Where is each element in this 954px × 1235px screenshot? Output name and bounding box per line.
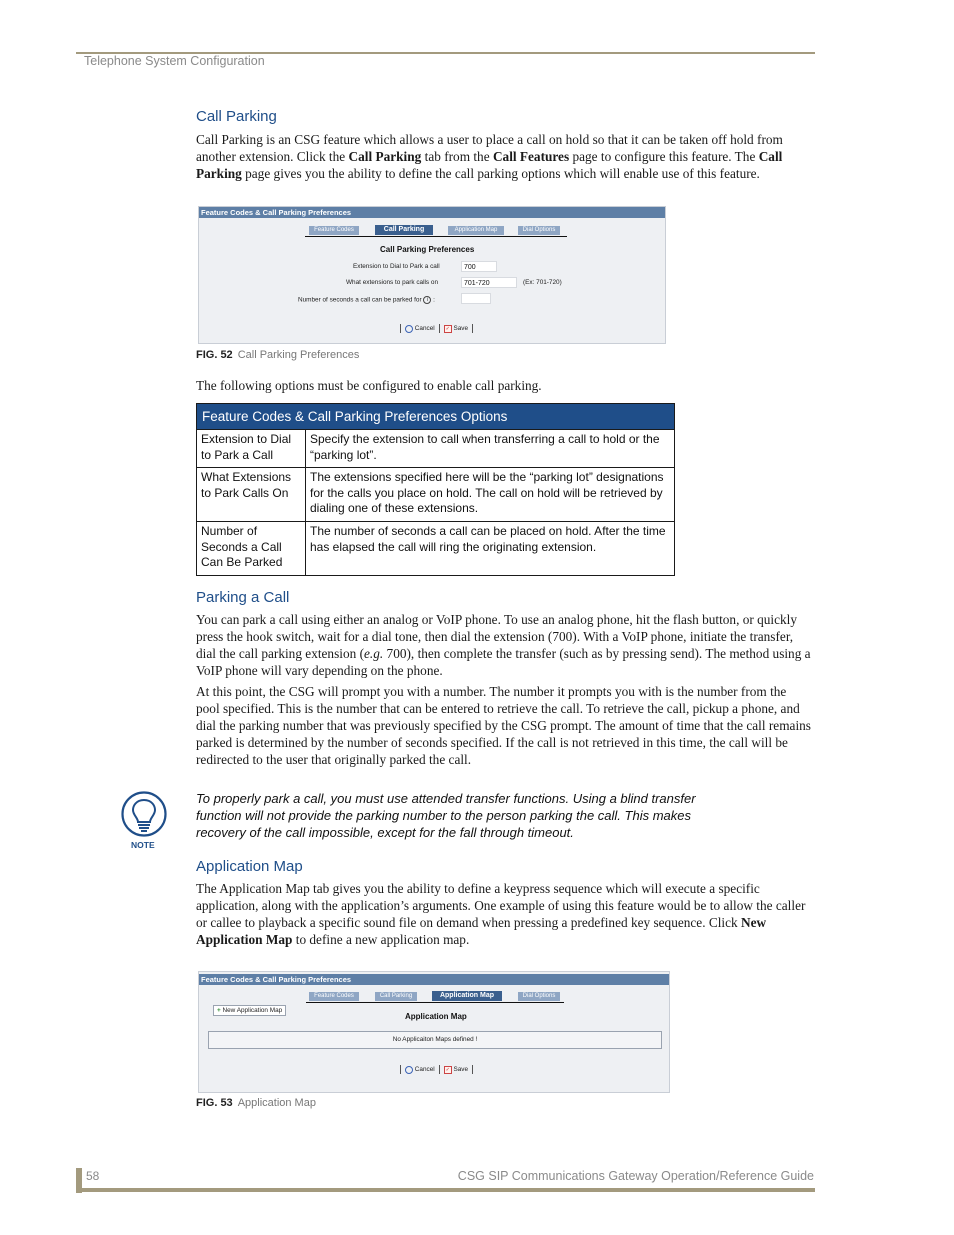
extensions-label: What extensions to park calls on: [346, 279, 438, 286]
tab-feature-codes[interactable]: Feature Codes: [309, 992, 359, 1001]
options-intro: The following options must be configured to enable call parking.: [196, 378, 542, 393]
parking-paragraph-2: At this point, the CSG will prompt you with a number. The number it prompts you with is the number from the pool specified. This is the number that can be entered to retrieve the call. To retrieve the call, pickup a phone, and dial the parking number that was previously specified by the CSG prompt. The amount of time that the call remains parked is determined by the number of seconds specified. If the call is not retrieved in this time, the call will be redirected to the user that originally parked the call.: [196, 684, 811, 767]
options-table: [196, 403, 675, 576]
option-description: The extensions specified here will be the “parking lot” designations for the calls you place on hold. The call on hold will be retrieved by dialing one of these extensions.: [306, 468, 675, 522]
parking-paragraph-1: You can park a call using either an analog or VoIP phone. To use an analog phone, hit the flash button, or quickly press the hook switch, wait for a dial tone, then dial the extension (700). With a VoIP phone, initiate the transfer, dial the call parking extension (e.g. 700), then complete the transfer (such as by pressing send). The method using a VoIP phone will vary depending on the phone.: [196, 612, 811, 678]
tab-feature-codes[interactable]: Feature Codes: [309, 226, 359, 235]
plus-icon: +: [217, 1007, 221, 1014]
tab-application-map[interactable]: Application Map: [448, 226, 504, 235]
section-heading-parking-a-call: Parking a Call: [196, 589, 290, 606]
tab-application-map[interactable]: Application Map: [432, 991, 502, 1001]
seconds-input[interactable]: [461, 293, 491, 304]
info-icon[interactable]: i: [423, 296, 431, 304]
extension-input[interactable]: 700: [461, 261, 497, 272]
fig53-button-row: [396, 1065, 477, 1074]
fig53-window-title: Feature Codes & Call Parking Preferences: [199, 974, 669, 985]
save-button[interactable]: ✓ Save: [445, 1066, 469, 1074]
save-icon: ✓: [445, 325, 450, 332]
running-header: Telephone System Configuration: [84, 54, 265, 68]
section-heading-application-map: Application Map: [196, 858, 303, 875]
seconds-label-row: Number of seconds a call can be parked for i :: [298, 296, 435, 304]
tab-call-parking[interactable]: Call Parking: [375, 225, 433, 235]
cancel-icon: [405, 1066, 413, 1074]
save-icon: ✓: [445, 1066, 450, 1073]
fig53-caption: FIG. 53 Application Map: [196, 1097, 316, 1109]
new-application-map-button[interactable]: + New Application Map: [213, 1005, 286, 1016]
cancel-icon: [405, 325, 413, 333]
table-row: [197, 521, 675, 575]
table-row: [197, 468, 675, 522]
extension-label: Extension to Dial to Park a call: [353, 263, 440, 270]
page-number: 58: [86, 1169, 100, 1183]
option-name: What Extensions to Park Calls On: [197, 468, 306, 522]
note-label: NOTE: [131, 840, 155, 850]
option-name: Number of Seconds a Call Can Be Parked: [197, 521, 306, 575]
option-name: Extension to Dial to Park a Call: [197, 430, 306, 468]
table-row: [197, 430, 675, 468]
separator: [400, 324, 401, 333]
fig52-caption: FIG. 52 Call Parking Preferences: [196, 349, 360, 361]
option-description: The number of seconds a call can be placed on hold. After the time has elapsed the call will ring the originating extension.: [306, 521, 675, 575]
fig53-heading: Application Map: [405, 1012, 467, 1021]
lightbulb-icon: [121, 791, 167, 837]
application-map-paragraph: The Application Map tab gives you the ability to define a keypress sequence which will execute a specific application, along with the application’s arguments. One example of using this feature would be to allow the caller or callee to playback a specific sound file on demand when pressing a predefined key sequence. Click New Application Map to define a new application map.: [196, 881, 806, 947]
separator: [472, 1065, 473, 1074]
note-text: To properly park a call, you must use attended transfer functions. Using a blind transfer function will not provide the parking number to the person parking the call. This makes recovery of the call impossible, except for the fall through timeout.: [196, 791, 696, 840]
empty-message: No Applicaiton Maps defined !: [208, 1031, 662, 1049]
fig53-screenshot: [198, 971, 670, 1093]
separator: [400, 1065, 401, 1074]
section-heading-call-parking: Call Parking: [196, 108, 277, 125]
footer-doc-title: CSG SIP Communications Gateway Operation/Reference Guide: [457, 1169, 814, 1183]
separator: [439, 324, 440, 333]
fig52-window-title: Feature Codes & Call Parking Preferences: [199, 207, 665, 218]
tab-dial-options[interactable]: Dial Options: [518, 226, 560, 235]
cancel-button[interactable]: Cancel: [405, 325, 435, 333]
save-button[interactable]: ✓ Save: [445, 325, 469, 333]
separator: [472, 324, 473, 333]
separator: [439, 1065, 440, 1074]
options-table-title: Feature Codes & Call Parking Preferences Options: [197, 404, 675, 430]
fig52-screenshot: [198, 206, 666, 344]
fig53-tab-bar: [306, 992, 564, 1003]
extensions-hint: (Ex: 701-720): [523, 279, 562, 286]
tab-dial-options[interactable]: Dial Options: [518, 992, 560, 1001]
fig52-button-row: [396, 324, 477, 333]
footer-rule: [76, 1188, 815, 1192]
fig52-heading: Call Parking Preferences: [380, 245, 475, 254]
option-description: Specify the extension to call when transferring a call to hold or the “parking lot”.: [306, 430, 675, 468]
tab-call-parking[interactable]: Call Parking: [375, 992, 417, 1001]
seconds-label: Number of seconds a call can be parked for: [298, 296, 422, 304]
cancel-button[interactable]: Cancel: [405, 1066, 435, 1074]
extensions-input[interactable]: 701-720: [461, 277, 517, 288]
fig52-tab-bar: [305, 226, 567, 237]
call-parking-intro: Call Parking is an CSG feature which allows a user to place a call on hold so that it can be taken off hold from another extension. Click the Call Parking tab from the Call Features page to configure this feature. The Call Parking page gives you the ability to define the call parking options which will enable use of this feature.: [196, 132, 783, 181]
